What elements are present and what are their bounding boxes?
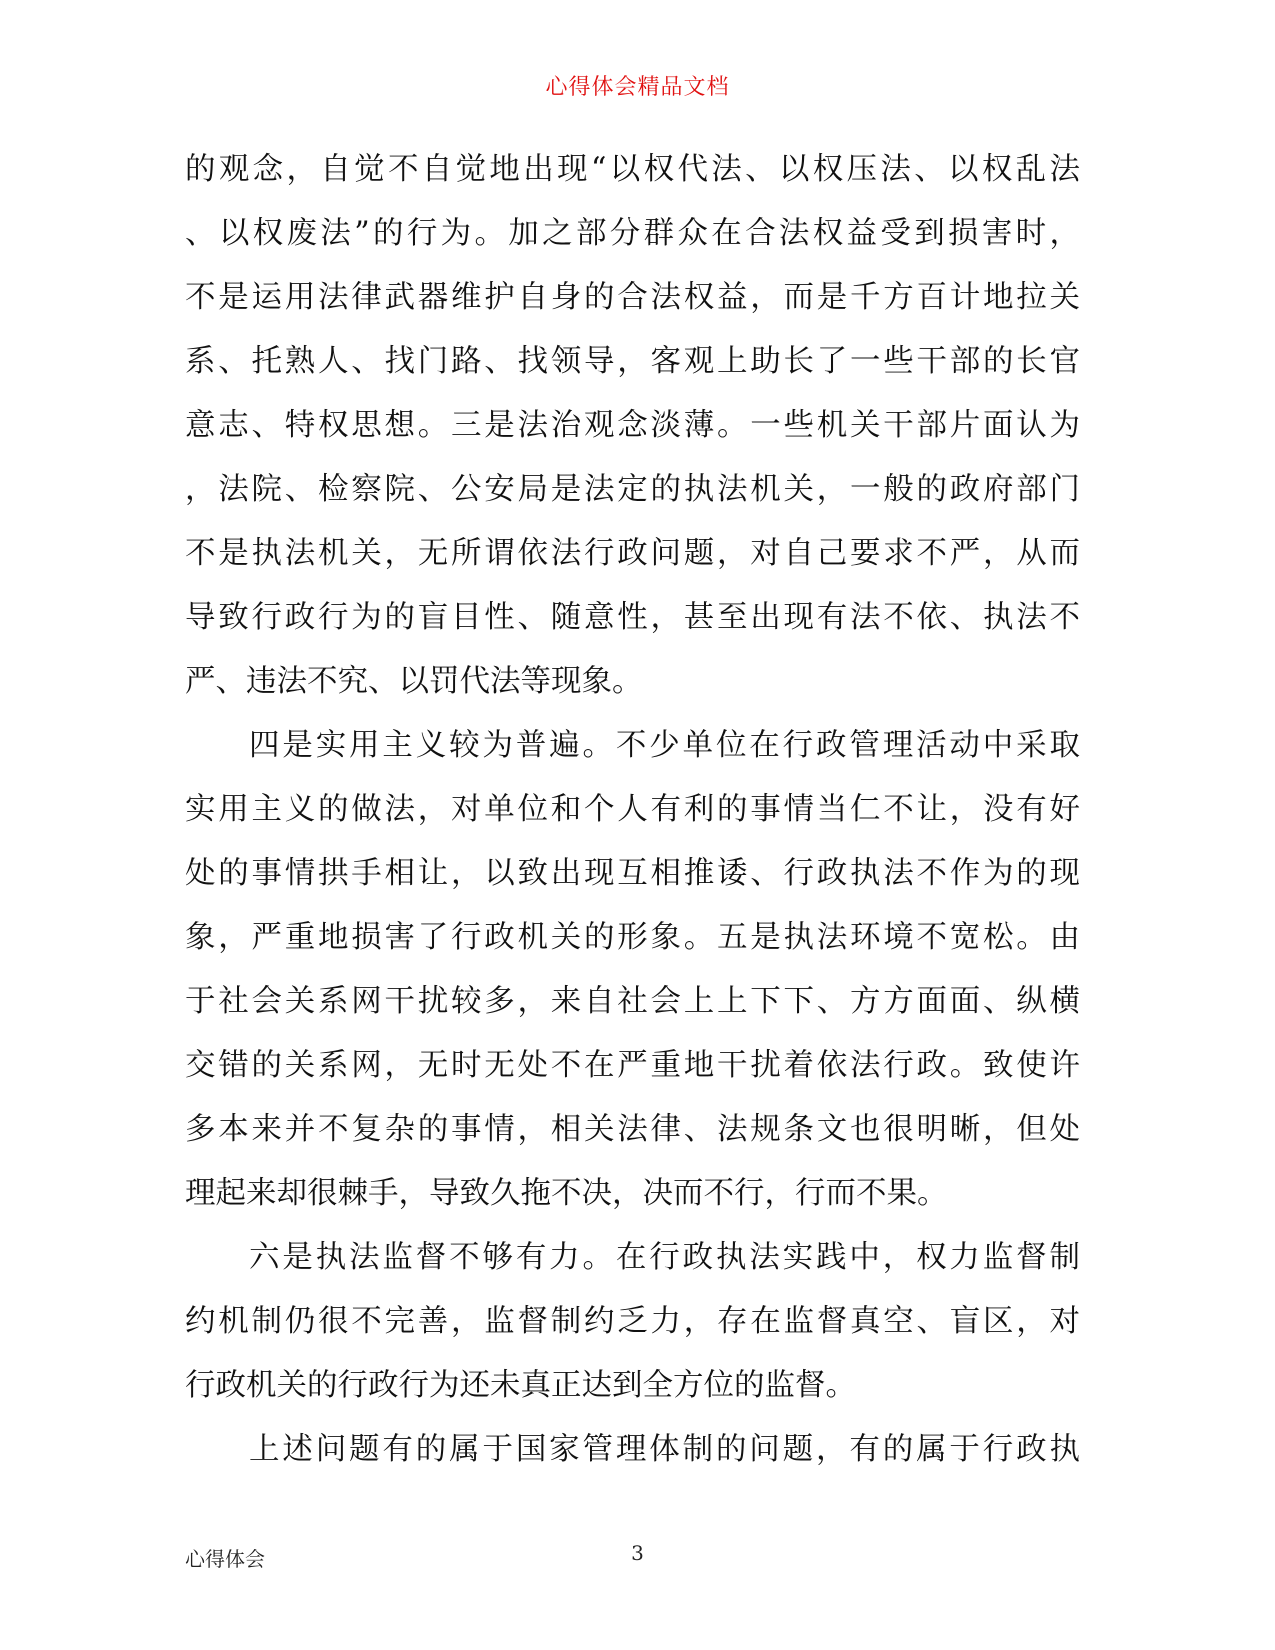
- text-line: 于社会关系网干扰较多，来自社会上上下下、方方面面、纵横: [185, 984, 1080, 1019]
- text-line: 约机制仍很不完善，监督制约乏力，存在监督真空、盲区，对: [185, 1304, 1080, 1339]
- paragraph: [185, 1226, 1080, 1418]
- text-line: 的观念，自觉不自觉地出现“以权代法、以权压法、以权乱法: [185, 152, 1080, 187]
- text-line: 六是执法监督不够有力。在行政执法实践中，权力监督制: [249, 1240, 1080, 1275]
- document-body: [185, 138, 1080, 1482]
- text-line: 系、托熟人、找门路、找领导，客观上助长了一些干部的长官: [185, 344, 1080, 379]
- paragraph: [185, 714, 1080, 1226]
- paragraph: [185, 138, 1080, 714]
- paragraph: [185, 1418, 1080, 1482]
- text-line: 理起来却很棘手，导致久拖不决，决而不行，行而不果。: [185, 1176, 948, 1211]
- text-line: 意志、特权思想。三是法治观念淡薄。一些机关干部片面认为: [185, 408, 1080, 443]
- text-line: 、以权废法”的行为。加之部分群众在合法权益受到损害时，: [185, 216, 1080, 251]
- text-line: 处的事情拱手相让，以致出现互相推诿、行政执法不作为的现: [185, 856, 1080, 891]
- text-line: 象，严重地损害了行政机关的形象。五是执法环境不宽松。由: [185, 920, 1080, 955]
- text-line: 实用主义的做法，对单位和个人有利的事情当仁不让，没有好: [185, 792, 1080, 827]
- text-line: 交错的关系网，无时无处不在严重地干扰着依法行政。致使许: [185, 1048, 1080, 1083]
- text-line: 不是执法机关，无所谓依法行政问题，对自己要求不严，从而: [185, 536, 1080, 571]
- text-line: 严、违法不究、以罚代法等现象。: [185, 664, 643, 699]
- text-line: 上述问题有的属于国家管理体制的问题，有的属于行政执: [249, 1432, 1080, 1467]
- text-line: 四是实用主义较为普遍。不少单位在行政管理活动中采取: [249, 728, 1080, 763]
- text-line: 多本来并不复杂的事情，相关法律、法规条文也很明晰，但处: [185, 1112, 1080, 1147]
- text-line: ，法院、检察院、公安局是法定的执法机关，一般的政府部门: [185, 472, 1080, 507]
- text-line: 导致行政行为的盲目性、随意性，甚至出现有法不依、执法不: [185, 600, 1080, 635]
- page-number: 3: [631, 1541, 644, 1565]
- text-line: 行政机关的行政行为还未真正达到全方位的监督。: [185, 1368, 856, 1403]
- text-line: 不是运用法律武器维护自身的合法权益，而是千方百计地拉关: [185, 280, 1080, 315]
- page-header-title: 心得体会精品文档: [545, 75, 730, 100]
- footer-label: 心得体会: [185, 1547, 265, 1571]
